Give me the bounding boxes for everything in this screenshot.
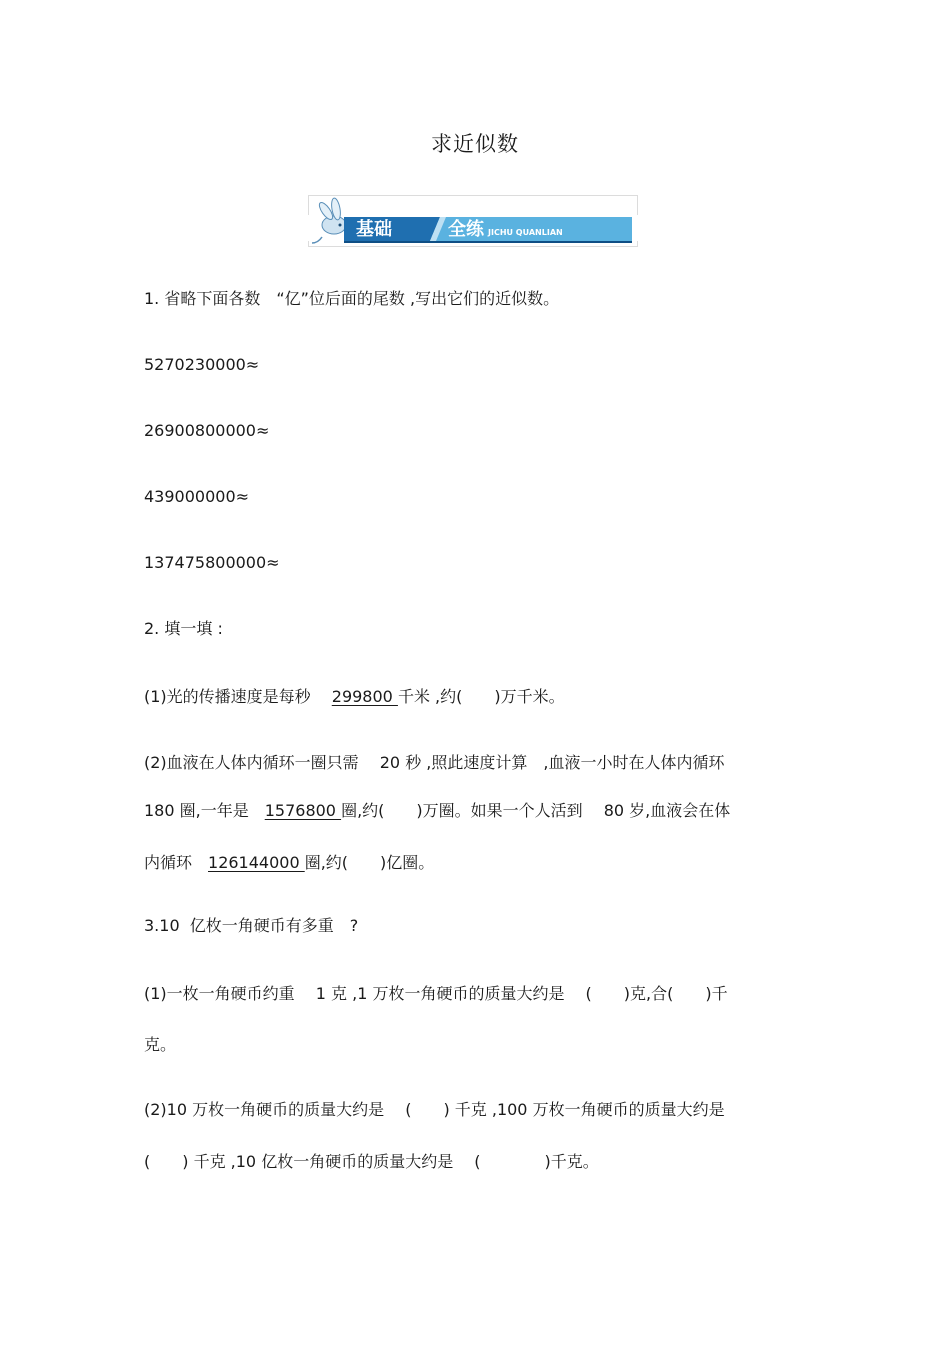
q3-prompt: 3.10 亿枚一角硬币有多重 ? xyxy=(144,916,359,935)
q3-part1-line2: 克。 xyxy=(144,1035,177,1054)
q2-part2-text-a: 180 圈,一年是 xyxy=(144,801,265,820)
q2-part2-line1: (2)血液在人体内循环一圈只需 20 秒 ,照此速度计算 ,血液一小时在人体内循环 xyxy=(144,753,725,772)
q1-item: 439000000≈ xyxy=(144,487,250,506)
q2-part2-number: 126144000 xyxy=(208,853,305,872)
q1-prompt: 1. 省略下面各数 “亿”位后面的尾数 ,写出它们的近似数。 xyxy=(144,289,560,308)
page-title: 求近似数 xyxy=(431,132,519,156)
q3-part1-line1: (1)一枚一角硬币约重 1 克 ,1 万枚一角硬币的质量大约是 ( )克,合( )千 xyxy=(144,984,728,1003)
q3-part2-line1: (2)10 万枚一角硬币的质量大约是 ( ) 千克 ,100 万枚一角硬币的质量大约是 xyxy=(144,1100,725,1119)
q2-part2-line3 xyxy=(144,853,434,873)
q2-part2-text-d: 圈,约( )亿圈。 xyxy=(304,853,435,872)
q2-part2-number: 1576800 xyxy=(264,801,342,820)
q2-part1-number: 299800 xyxy=(331,687,398,706)
banner-cn-left: 基础 xyxy=(356,219,392,240)
q2-prompt: 2. 填一填 : xyxy=(144,619,223,638)
q1-item: 137475800000≈ xyxy=(144,553,280,572)
banner-pinyin: JICHU QUANLIAN xyxy=(488,228,563,237)
banner-cn-right: 全练 xyxy=(448,219,484,240)
q3-part2-line2: ( ) 千克 ,10 亿枚一角硬币的质量大约是 ( )千克。 xyxy=(144,1152,599,1171)
q2-part2-text-b: 圈,约( )万圈。如果一个人活到 80 岁,血液会在体 xyxy=(341,801,731,820)
section-banner xyxy=(308,195,638,247)
q2-part2-line2 xyxy=(144,801,730,821)
q1-item: 5270230000≈ xyxy=(144,355,260,374)
q2-part1-text-a: (1)光的传播速度是每秒 xyxy=(144,687,332,706)
q2-part2-text-c: 内循环 xyxy=(144,853,209,872)
q1-item: 26900800000≈ xyxy=(144,421,270,440)
q2-part1-text-b: 千米 ,约( )万千米。 xyxy=(397,687,565,706)
q2-part1 xyxy=(144,687,565,707)
